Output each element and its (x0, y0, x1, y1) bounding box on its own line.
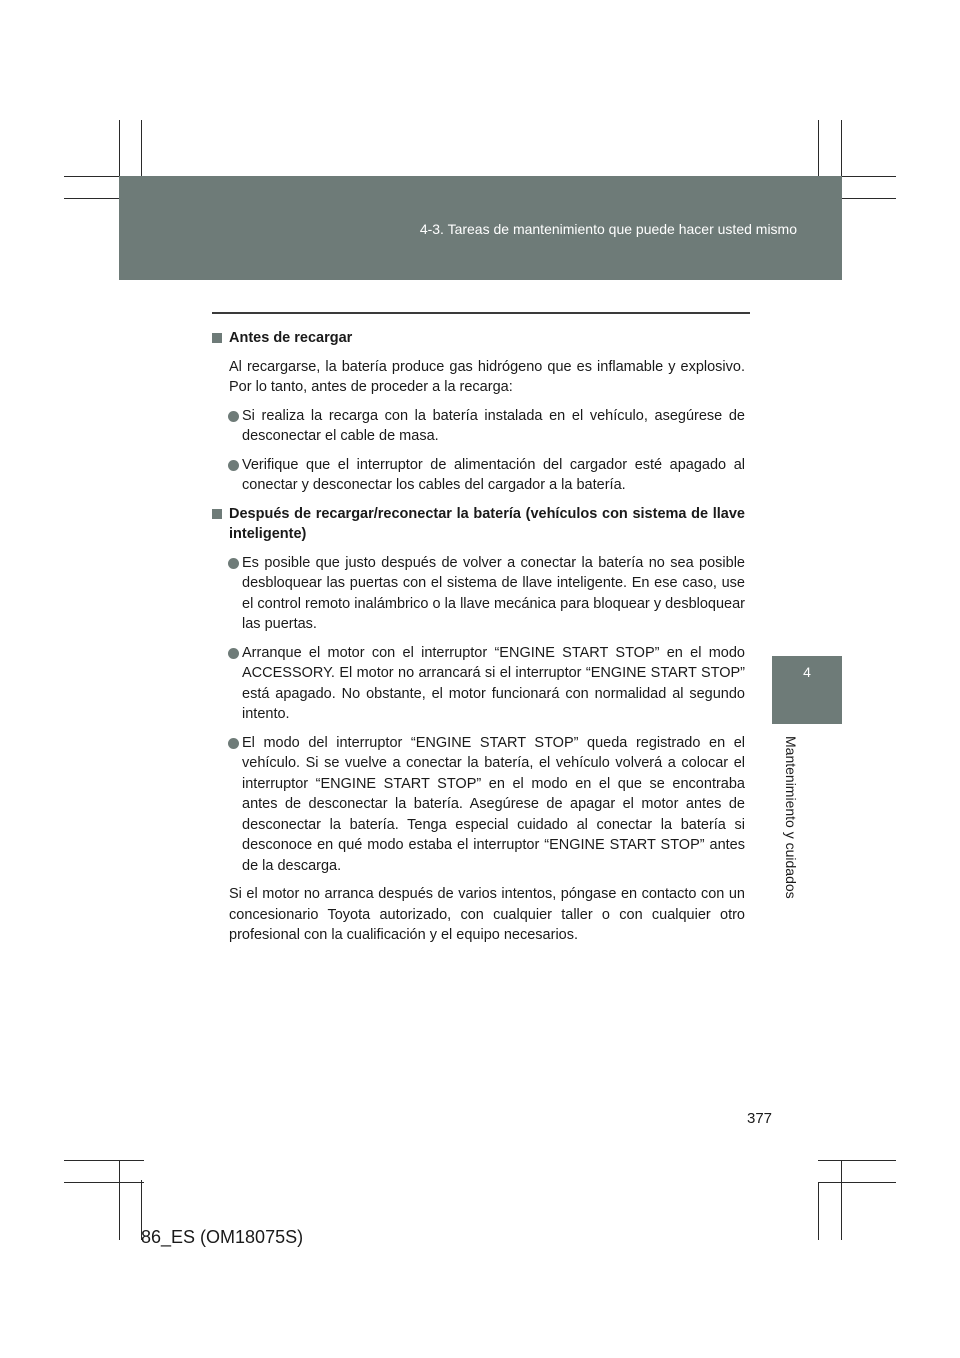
square-bullet-icon (212, 333, 222, 343)
chapter-number: 4 (803, 664, 811, 680)
list-item (211, 553, 745, 635)
list-item (211, 643, 745, 725)
closing-paragraph: Si el motor no arranca después de varios intentos, póngase en contacto con un concesionario Toyota autorizado, con cualquier taller o con cualquier otro profesional con la cualificación y el equipo necesarios. (229, 886, 745, 943)
section-heading (211, 504, 745, 545)
section-heading-text: Antes de recargar (229, 330, 353, 346)
document-code: 86_ES (OM18075S) (141, 1227, 304, 1247)
chapter-tab (772, 656, 842, 724)
circle-bullet-icon (228, 411, 239, 422)
circle-bullet-icon (228, 738, 239, 749)
crop-mark (841, 1160, 842, 1240)
circle-bullet-icon (228, 460, 239, 471)
page-number: 377 (747, 1110, 773, 1127)
list-item-text: El modo del interruptor “ENGINE START STOP” queda registrado en el vehículo. Si se vuelve a conectar la batería, el vehículo volverá a colocar el interruptor “ENGINE START STOP” en el modo en el que se encontraba antes de desconectar la batería. Asegúrese de apagar el motor antes de desconectar la batería. Tenga especial cuidado al conectar la batería si desconoce en qué modo estaba el interruptor “ENGINE START STOP” antes de la descarga. (242, 734, 745, 874)
header-title: 4-3. Tareas de mantenimiento que puede hacer usted mismo (419, 221, 797, 237)
crop-mark (818, 1182, 819, 1240)
page-content (211, 328, 745, 954)
list-item-text: Si realiza la recarga con la batería instalada en el vehículo, asegúrese de desconectar el cable de masa. (242, 407, 745, 444)
section-divider (212, 312, 750, 314)
crop-mark (64, 1182, 144, 1183)
list-item-text: Verifique que el interruptor de alimentación del cargador esté apagado al conectar y desconectar los cables del cargador a la batería. (242, 456, 745, 493)
crop-mark (119, 1160, 120, 1240)
section-intro: Al recargarse, la batería produce gas hidrógeno que es inflamable y explosivo. Por lo tanto, antes de proceder a la recarga: (229, 358, 745, 395)
list-item (211, 733, 745, 877)
chapter-label: Mantenimiento y cuidados (783, 736, 799, 899)
section-heading-text: Después de recargar/reconectar la batería (vehículos con sistema de llave inteligente) (229, 505, 745, 542)
crop-mark (818, 1160, 896, 1161)
list-item-text: Arranque el motor con el interruptor “ENGINE START STOP” en el modo ACCESSORY. El motor no arrancará si el interruptor “ENGINE START STOP” está apagado. No obstante, el motor funcionará con normalidad al segundo intento. (242, 644, 745, 722)
list-item (211, 455, 745, 496)
square-bullet-icon (212, 509, 222, 519)
crop-mark (818, 1182, 896, 1183)
list-item-text: Es posible que justo después de volver a conectar la batería no sea posible desbloquear las puertas con el sistema de llave inteligente. En ese caso, use el control remoto inalámbrico o la llave mecánica para bloquear y desbloquear las puertas. (242, 554, 745, 632)
header-band (119, 176, 842, 280)
list-item (211, 406, 745, 447)
crop-mark (64, 1160, 144, 1161)
section-heading (211, 328, 745, 349)
circle-bullet-icon (228, 558, 239, 569)
circle-bullet-icon (228, 648, 239, 659)
